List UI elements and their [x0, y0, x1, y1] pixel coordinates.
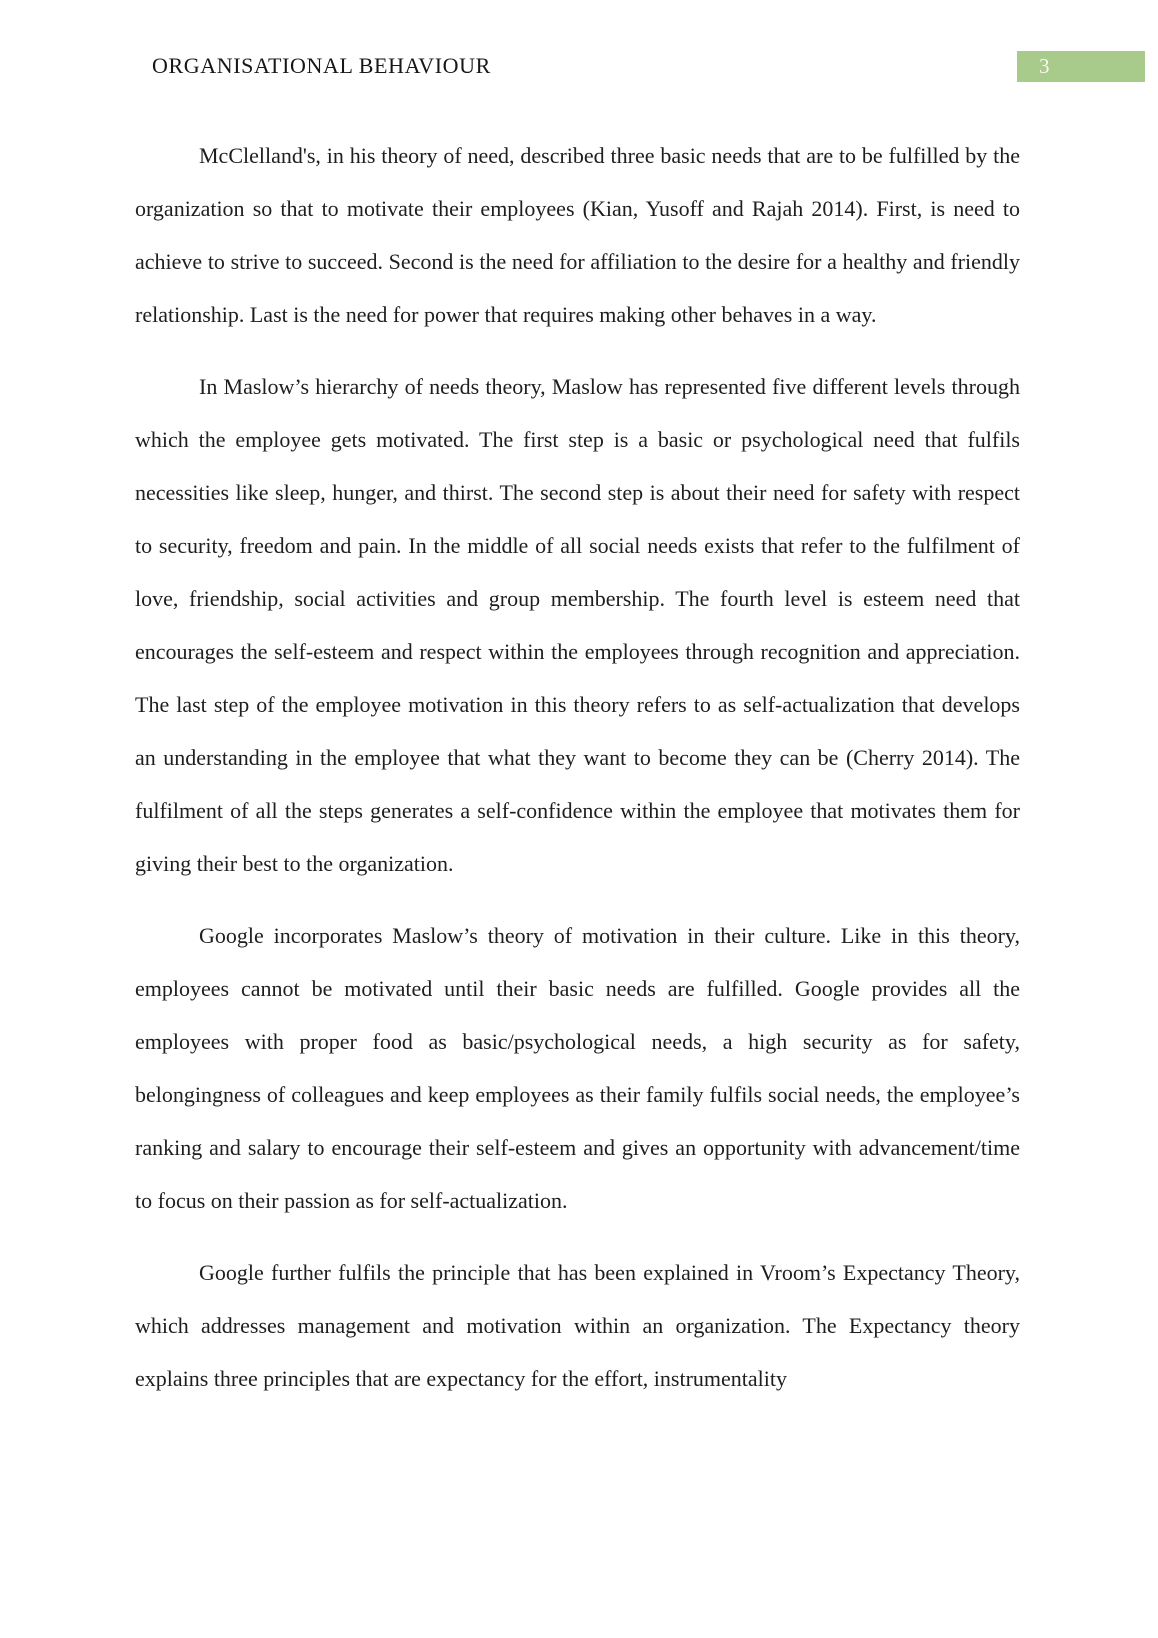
page-title: ORGANISATIONAL BEHAVIOUR — [152, 53, 491, 78]
paragraph-google-maslow: Google incorporates Maslow’s theory of motivation in their culture. Like in this theory, employees cannot be motivated until their basic needs are fulfilled. Google provides all the employees with proper food as basic/psychological needs, a high security as for safety, belongingness of colleagues and keep employees as their family fulfils social needs, the employee’s ranking and salary to encourage their self-esteem and gives an opportunity with advancement/time to focus on their passion as for self-actualization. — [135, 923, 1020, 1213]
page-number-badge — [1017, 51, 1145, 82]
paragraph-vroom-expectancy: Google further fulfils the principle that has been explained in Vroom’s Expectancy Theory, which addresses management and motivation within an organization. The Expectancy theory explains three principles that are expectancy for the effort, instrumentality — [135, 1260, 1020, 1391]
paragraph-mcclelland-theory: McClelland's, in his theory of need, described three basic needs that are to be fulfilled by the organization so that to motivate their employees (Kian, Yusoff and Rajah 2014). First, is need to achieve to strive to succeed. Second is the need for affiliation to the desire for a healthy and friendly relationship. Last is the need for power that requires making other behaves in a way. — [135, 143, 1020, 327]
paragraph-maslow-hierarchy: In Maslow’s hierarchy of needs theory, Maslow has represented five different levels through which the employee gets motivated. The first step is a basic or psychological need that fulfils necessities like sleep, hunger, and thirst. The second step is about their need for safety with respect to security, freedom and pain. In the middle of all social needs exists that refer to the fulfilment of love, friendship, social activities and group membership. The fourth level is esteem need that encourages the self-esteem and respect within the employees through recognition and appreciation. The last step of the employee motivation in this theory refers to as self-actualization that develops an understanding in the employee that what they want to become they can be (Cherry 2014). The fulfilment of all the steps generates a self-confidence within the employee that motivates them for giving their best to the organization. — [135, 374, 1020, 876]
page-header — [0, 0, 1158, 82]
document-body — [135, 129, 1020, 1405]
page-number: 3 — [1039, 54, 1050, 78]
